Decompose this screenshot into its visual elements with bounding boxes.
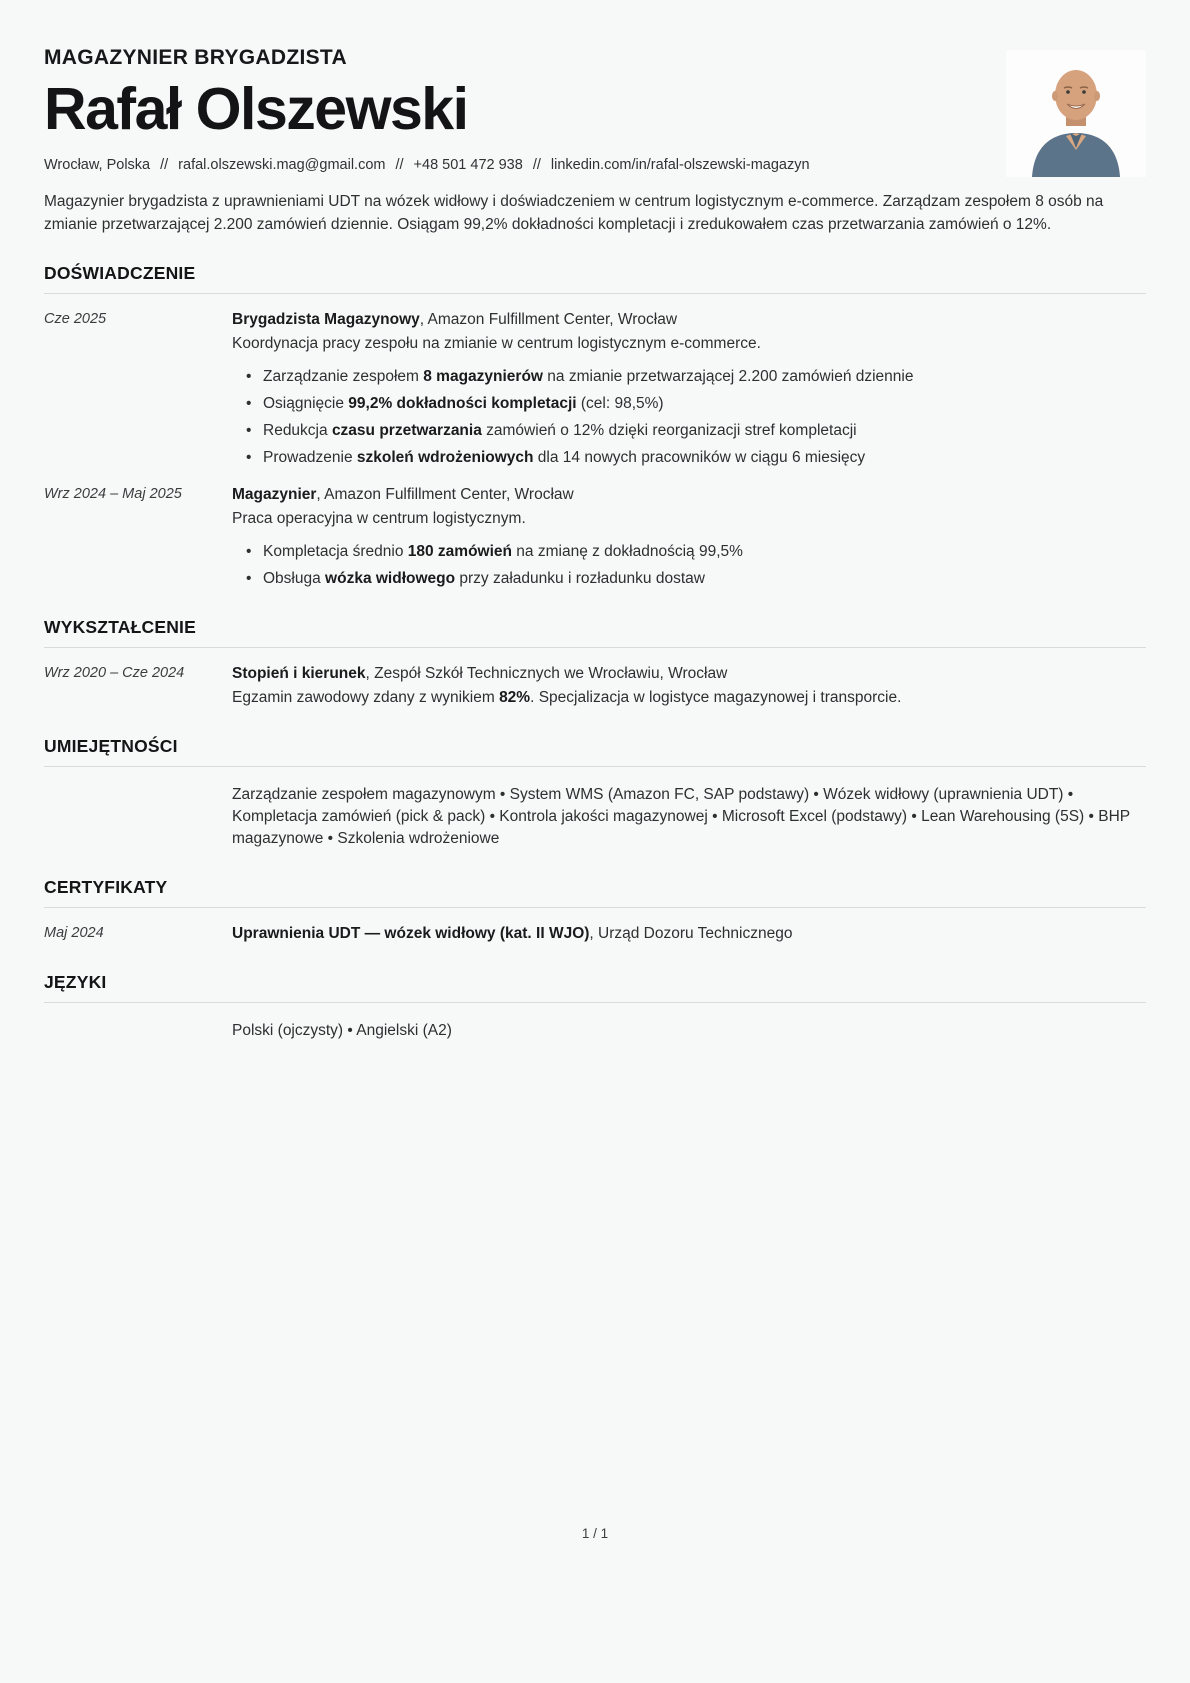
section-title-certyfikaty: CERTYFIKATY	[44, 877, 1146, 908]
text-segment: . Specjalizacja w logistyce magazynowej i transporcie.	[530, 688, 902, 706]
date-text: Wrz 2020 – Cze 2024	[44, 664, 185, 681]
entry-heading	[232, 309, 1137, 331]
profile-photo-image	[1006, 50, 1146, 177]
section-title-wyksztalcenie: WYKSZTAŁCENIE	[44, 617, 1146, 648]
entry-row	[44, 309, 1146, 469]
summary-text: Magazynier brygadzista z uprawnieniami UDT na wózek widłowy i doświadczeniem w centrum logistycznym e-commerce. Zarządzam zespołem 8 osób na zmianie przetwarzającej 2.200 zamówień dziennie. Osiągam 99,2% dokładności kompletacji i zredukowałem czas przetwarzania zamówień o 12%.	[44, 193, 1104, 233]
section-jezyki	[44, 972, 1146, 1042]
section-title-jezyki: JĘZYKI	[44, 972, 1146, 1003]
entry-description	[232, 687, 1137, 709]
text-segment: Redukcja	[263, 421, 332, 439]
entry-body	[232, 484, 1137, 590]
resume-sections	[44, 263, 1146, 1042]
bullet-list	[232, 541, 1137, 590]
bold-text: 8 magazynierów	[423, 367, 543, 385]
entry-body	[232, 663, 1137, 709]
entry-date	[44, 1018, 232, 1042]
bullet-item	[246, 568, 1137, 590]
entry-heading	[232, 484, 1137, 506]
bullet-item	[246, 420, 1137, 442]
entry-row	[44, 782, 1146, 850]
text-segment: Obsługa	[263, 569, 326, 587]
text-segment: Praca operacyjna w centrum logistycznym.	[232, 509, 526, 527]
text-segment: (cel: 98,5%)	[576, 394, 664, 412]
text-segment: Koordynacja pracy zespołu na zmianie w centrum logistycznym e-commerce.	[232, 334, 761, 352]
text-segment: Prowadzenie	[263, 448, 357, 466]
text-segment: dla 14 nowych pracowników w ciągu 6 miesięcy	[533, 448, 866, 466]
text-segment: Zarządzanie zespołem	[263, 367, 424, 385]
date-text: Maj 2024	[44, 924, 104, 941]
resume-header	[44, 46, 1146, 236]
date-text: Wrz 2024 – Maj 2025	[44, 485, 182, 502]
contact-email: rafal.olszewski.mag@gmail.com	[178, 157, 386, 174]
person-name: Rafał Olszewski	[44, 76, 468, 142]
entry-body	[232, 923, 1137, 945]
text-segment: Polski (ojczysty) • Angielski (A2)	[232, 1021, 452, 1039]
text-segment: na zmianę z dokładnością 99,5%	[512, 542, 743, 560]
entry-row	[44, 1018, 1146, 1042]
text-segment: , Urząd Dozoru Technicznego	[589, 924, 793, 942]
role-title: MAGAZYNIER BRYGADZISTA	[44, 46, 347, 69]
entry-body	[232, 782, 1137, 850]
entry-body	[232, 1018, 1137, 1042]
entry-body	[232, 309, 1137, 469]
entry-date	[44, 309, 232, 469]
bullet-list	[232, 366, 1137, 469]
text-segment: , Zespół Szkół Technicznych we Wrocławiu, Wrocław	[365, 664, 728, 682]
page-number: 1 / 1	[581, 1526, 609, 1541]
entry-description	[232, 784, 1137, 850]
bullet-item	[246, 447, 1137, 469]
page-footer	[0, 1526, 1190, 1541]
entry-description	[232, 333, 1137, 355]
contact-separator: //	[532, 157, 541, 174]
bold-text: wózka widłowego	[325, 569, 456, 587]
entry-row	[44, 484, 1146, 590]
entry-date	[44, 484, 232, 590]
bold-text: czasu przetwarzania	[331, 421, 482, 439]
section-umiejetnosci	[44, 736, 1146, 850]
text-segment: przy załadunku i rozładunku dostaw	[455, 569, 705, 587]
bullet-item	[246, 366, 1137, 388]
entry-description	[232, 508, 1137, 530]
section-certyfikaty	[44, 877, 1146, 945]
bold-text: Stopień i kierunek	[232, 664, 366, 682]
entry-row	[44, 663, 1146, 709]
text-segment: na zmianie przetwarzającej 2.200 zamówień dziennie	[543, 367, 914, 385]
entry-date	[44, 663, 232, 709]
section-title-doswiadczenie: DOŚWIADCZENIE	[44, 263, 1146, 294]
contact-location: Wrocław, Polska	[44, 157, 151, 174]
bold-text: 99,2% dokładności kompletacji	[348, 394, 577, 412]
text-segment: Zarządzanie zespołem magazynowym • System WMS (Amazon FC, SAP podstawy) • Wózek widłowy (uprawnienia UDT) • Kompletacja zamówień (pick & pack) • Kontrola jakości magazynowej • Microsoft Excel (podstawy) • Lean Warehousing (5S) • BHP magazynowe • Szkolenia wdrożeniowe	[232, 785, 1130, 847]
entry-description	[232, 1020, 1137, 1042]
bullet-item	[246, 393, 1137, 415]
text-segment: zamówień o 12% dzięki reorganizacji stref kompletacji	[481, 421, 857, 439]
text-segment: , Amazon Fulfillment Center, Wrocław	[316, 485, 574, 503]
bold-text: szkoleń wdrożeniowych	[356, 448, 534, 466]
bold-text: 82%	[499, 688, 531, 706]
entry-date	[44, 782, 232, 850]
contact-line	[44, 157, 1146, 173]
bold-text: Magazynier	[232, 485, 317, 503]
bold-text: Brygadzista Magazynowy	[232, 310, 420, 328]
entry-date	[44, 923, 232, 945]
bold-text: Uprawnienia UDT — wózek widłowy (kat. II WJO)	[232, 924, 590, 942]
text-segment: Osiągnięcie	[263, 394, 349, 412]
section-doswiadczenie	[44, 263, 1146, 590]
text-segment: Kompletacja średnio	[263, 542, 408, 560]
profile-photo	[1006, 50, 1146, 177]
section-title-umiejetnosci: UMIEJĘTNOŚCI	[44, 736, 1146, 767]
date-text: Cze 2025	[44, 310, 107, 327]
contact-phone: +48 501 472 938	[413, 157, 523, 174]
entry-heading	[232, 663, 1137, 685]
bullet-item	[246, 541, 1137, 563]
contact-linkedin: linkedin.com/in/rafal-olszewski-magazyn	[550, 157, 810, 174]
section-wyksztalcenie	[44, 617, 1146, 709]
entry-heading	[232, 923, 1137, 945]
text-segment: , Amazon Fulfillment Center, Wrocław	[419, 310, 678, 328]
text-segment: Egzamin zawodowy zdany z wynikiem	[232, 688, 500, 706]
entry-row	[44, 923, 1146, 945]
bold-text: 180 zamówień	[407, 542, 512, 560]
contact-separator: //	[160, 157, 169, 174]
contact-separator: //	[395, 157, 404, 174]
